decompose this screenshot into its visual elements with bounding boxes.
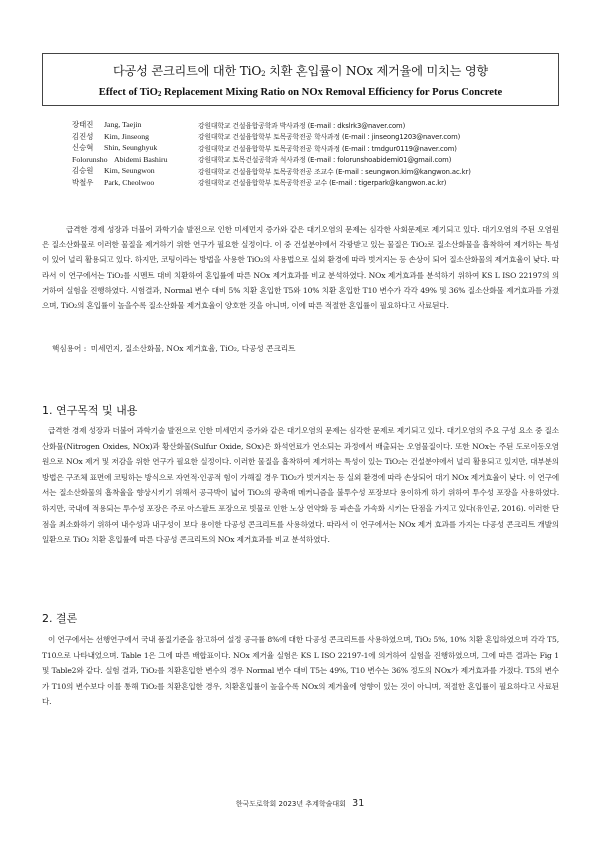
author-row xyxy=(72,165,542,177)
author-name-ko: 장태진 xyxy=(72,120,94,130)
author-affiliation: 강원대학교 건설융합학부 토목공학전공 조교수 (E-mail : seungwon.kim@kangwon.ac.kr) xyxy=(198,167,471,176)
author-list xyxy=(72,119,542,188)
keywords-label: 핵심용어 : xyxy=(52,344,87,353)
author-row xyxy=(72,154,542,166)
title-english: Effect of TiO$_2$ Replacement Mixing Ratio on NOx Removal Efficiency for Porus Concrete xyxy=(98,87,503,98)
footer-conference: 한국도로학회 2023년 추계학술대회 xyxy=(235,800,346,808)
section-body-purpose: 급격한 경제 성장과 더불어 과학기술 발전으로 인한 미세먼지 증가와 같은 대기오염의 문제는 심각한 문제로 제기되고 있다. 대기오염의 주요 구성 요소 중 질소산화물(Nitrogen Oxides, NOx)과 황산화물(Sulfur Oxide, SOx)은 화석연료가 연소되는 과정에서 배출되는 오염물질이다. 또한 NOx는 주된 도로이동오염원으로 NOx 제거 및 저감을 위한 연구가 필요한 실정이다. 이러한 물질을 흡착하여 제거하는 특성이 있는 TiO₂는 건설분야에서 널리 활용되고 있지만, 대부분의 방법은 구조체 표면에 코팅하는 방식으로 자연적·인공적 힘이 가해질 경우 TiO₂가 벗겨지는 등 실외 환경에 따라 손상되어 대기 NOx 제거효율이 낮다. 이 연구에서는 질소산화물의 흡착율을 향상시키기 위해서 공극박이 넓어 TiO₂의 광촉매 메커니즘을 불투수성 포장보다 용이하게 하기 위하여 투수성 포장을 사용하였다. 하지만, 국내에 적용되는 투수성 포장은 주로 아스팔트 포장으로 빗물로 인한 노상 연약화 등 파손을 가속화 시키는 단점을 가지고 있다(유인균, 2016). 이러한 단점을 최소화하기 위하여 내수성과 내구성이 보다 용이한 다공성 콘크리트를 사용하였다. 따라서 이 연구에서는 NOx 제거 효과를 가지는 다공성 콘크리트 개발의 일환으로 TiO₂ 치환 혼입률에 따른 다공성 콘크리트의 NOx 제거효과를 비교 분석하였다. xyxy=(42,426,559,545)
author-affiliation: 강원대학교 토목건설공학과 석사과정 (E-mail : folorunshoabidemi01@gmail.com) xyxy=(198,156,452,165)
author-row xyxy=(72,131,542,143)
keywords xyxy=(52,342,552,356)
author-row xyxy=(72,119,542,131)
author-affiliation: 강원대학교 건설융합학부 토목공학전공 학사과정 (E-mail : jinseong1203@naver.com) xyxy=(198,133,461,142)
author-row xyxy=(72,142,542,154)
abstract: 급격한 경제 성장과 더불어 과학기술 발전으로 인한 미세먼지 증가와 같은 대기오염의 문제는 심각한 사회문제로 제기되고 있다. 대기오염의 주된 오염원은 질소산화물로 이러한 물질을 제거하기 위한 연구가 필요한 실정이다. 이 중 건설분야에서 각광받고 있는 물질은 TiO₂로 질소산화물을 흡착하여 제거하는 특성이 있어 널리 활용되고 있다. 하지만, 코팅이라는 방법을 사용한 TiO₂의 사용법으로 실외 환경에 따라 벗겨지는 등 손상이 되어 질소산화물의 제거효율이 낮다. 따라서 이 연구에서는 TiO₂를 시멘트 대비 치환하여 혼입률에 따른 NOx 제거효과를 비교 분석하였다. NOx 제거효과를 분석하기 위하여 KS L ISO 22197의 의거하여 실험을 진행하였다. 시험결과, Normal 변수 대비 5% 치환 혼입한 T5와 10% 치환 혼입한 T10 변수가 각각 49% 및 36% 질소산화물 제거효과를 가졌으며, TiO₂의 혼입률이 높을수록 질소산화물 제거효율이 양호한 것을 아니며, 이에 따른 적절한 혼입률이 필요하다고 사료된다. xyxy=(42,225,559,311)
author-name-en: Park, Cheolwoo xyxy=(104,177,155,187)
section-body-conclusion: 이 연구에서는 선행연구에서 국내 품질기준을 참고하여 설정 공극률 8%에 대한 다공성 콘크리트를 사용하였으며, TiO₂ 5%, 10% 치환 혼입하였으며 각각 T5, T10으로 나타내었으며. Table 1은 그에 따른 배합표이다. NOx 제거율 실험은 KS L ISO 22197-1에 의거하여 실험을 진행하였으며, 그에 따른 결과는 Fig 1 및 Table2와 같다. 실험 결과, TiO₂를 치환혼입한 변수의 경우 Normal 변수 대비 T5는 49%, T10 변수는 36% 정도의 NOx가 제거효과를 가졌다. T5의 변수가 T10의 변수보다 이를 통해 TiO₂를 치환혼입한 경우, 치환혼입률이 높을수록 NOx의 제거율에 영향이 있는 것이 아니며, 적절한 혼입률이 필요하다고 사료된다. xyxy=(42,635,559,707)
author-name-en: Kim, Seungwon xyxy=(104,166,155,176)
section-heading-purpose: 1. 연구목적 및 내용 xyxy=(42,404,138,417)
author-name-ko: 김승원 xyxy=(72,166,94,176)
author-name-first: Folorunsho xyxy=(72,154,108,164)
author-row xyxy=(72,177,542,189)
title-box xyxy=(42,53,559,106)
title-korean: 다공성 콘크리트에 대한 TiO$_2$ 치환 혼입률이 NOx 제거율에 미치는 영향 xyxy=(112,64,488,78)
keywords-text: 미세먼지, 질소산화물, NOx 제거효율, TiO₂, 다공성 콘크리트 xyxy=(90,344,296,353)
author-name-ko: 김진성 xyxy=(72,131,94,141)
page-number: 31 xyxy=(352,798,365,809)
page-footer xyxy=(0,798,600,809)
author-name-ko: 박철우 xyxy=(72,177,94,187)
author-name-en: Abidemi Bashiru xyxy=(114,154,168,164)
author-affiliation: 강원대학교 건설융합공학과 박사과정 (E-mail : dkslrk3@naver.com) xyxy=(198,121,406,130)
author-name-en: Shin, Seunghyuk xyxy=(104,143,158,153)
author-affiliation: 강원대학교 건설융합학부 토목공학전공 학사과정 (E-mail : tmdgur0119@naver.com) xyxy=(198,144,457,153)
section-heading-conclusion: 2. 결론 xyxy=(42,612,78,625)
author-affiliation: 강원대학교 건설융합학부 토목공학전공 교수 (E-mail : tigerpark@kangwon.ac.kr) xyxy=(198,179,447,188)
author-name-ko: 신승혁 xyxy=(72,143,94,153)
author-name-en: Kim, Jinseong xyxy=(104,131,150,141)
author-name-en: Jang, Taejin xyxy=(104,120,142,130)
